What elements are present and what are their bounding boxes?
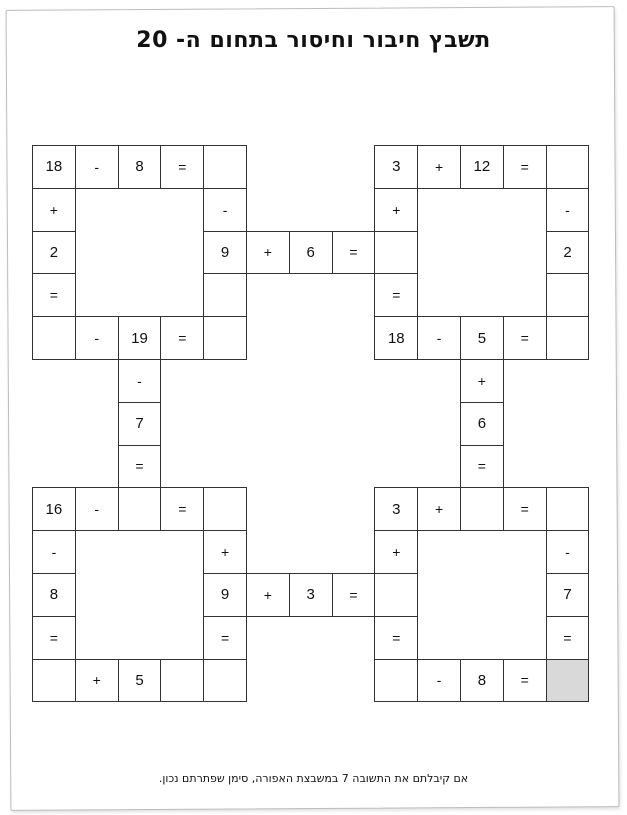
operator-cell: - <box>75 487 119 531</box>
empty-cell[interactable] <box>203 659 247 703</box>
operator-cell: = <box>460 445 504 489</box>
operator-cell: = <box>374 616 418 660</box>
operator-cell: = <box>160 487 204 531</box>
empty-cell[interactable] <box>460 487 504 531</box>
operator-cell: = <box>503 659 547 703</box>
number-cell: 6 <box>289 231 333 275</box>
empty-cell[interactable] <box>160 659 204 703</box>
operator-cell: - <box>546 188 590 232</box>
number-cell: 2 <box>32 231 76 275</box>
empty-cell[interactable] <box>118 487 162 531</box>
operator-cell: + <box>460 359 504 403</box>
operator-cell: - <box>546 530 590 574</box>
operator-cell: + <box>246 573 290 617</box>
empty-cell[interactable] <box>32 659 76 703</box>
operator-cell: = <box>503 145 547 189</box>
operator-cell: = <box>332 231 376 275</box>
number-cell: 7 <box>118 402 162 446</box>
operator-cell: = <box>32 616 76 660</box>
answer-cell-gray[interactable] <box>546 659 590 703</box>
number-cell: 9 <box>203 573 247 617</box>
number-cell: 16 <box>32 487 76 531</box>
number-cell: 3 <box>374 487 418 531</box>
operator-cell: - <box>417 659 461 703</box>
empty-cell[interactable] <box>203 487 247 531</box>
empty-cell[interactable] <box>203 273 247 317</box>
operator-cell: + <box>246 231 290 275</box>
operator-cell: = <box>32 273 76 317</box>
number-cell: 2 <box>546 231 590 275</box>
operator-cell: = <box>546 616 590 660</box>
operator-cell: + <box>417 487 461 531</box>
number-cell: 6 <box>460 402 504 446</box>
operator-cell: + <box>203 530 247 574</box>
number-cell: 8 <box>460 659 504 703</box>
number-cell: 5 <box>460 316 504 360</box>
operator-cell: = <box>332 573 376 617</box>
empty-cell[interactable] <box>32 316 76 360</box>
number-cell: 5 <box>118 659 162 703</box>
operator-cell: = <box>160 145 204 189</box>
number-cell: 8 <box>118 145 162 189</box>
instructions-footer: אם קיבלתם את התשובה 7 במשבצת האפורה, סימן שפתרתם נכון. <box>158 772 469 785</box>
number-cell: 3 <box>374 145 418 189</box>
operator-cell: = <box>503 487 547 531</box>
operator-cell: = <box>203 616 247 660</box>
number-cell: 12 <box>460 145 504 189</box>
empty-cell[interactable] <box>203 316 247 360</box>
operator-cell: + <box>374 530 418 574</box>
operator-cell: - <box>417 316 461 360</box>
operator-cell: + <box>75 659 119 703</box>
page-title: תשבץ חיבור וחיסור בתחום ה- 20 <box>136 28 491 53</box>
number-cell: 3 <box>289 573 333 617</box>
number-cell: 9 <box>203 231 247 275</box>
empty-cell[interactable] <box>203 145 247 189</box>
number-cell: 18 <box>374 316 418 360</box>
operator-cell: + <box>417 145 461 189</box>
number-cell: 7 <box>546 573 590 617</box>
operator-cell: - <box>75 316 119 360</box>
operator-cell: = <box>503 316 547 360</box>
operator-cell: = <box>160 316 204 360</box>
operator-cell: - <box>118 359 162 403</box>
operator-cell: - <box>75 145 119 189</box>
empty-cell[interactable] <box>546 316 590 360</box>
number-cell: 19 <box>118 316 162 360</box>
operator-cell: = <box>118 445 162 489</box>
empty-cell[interactable] <box>374 231 418 275</box>
operator-cell: + <box>374 188 418 232</box>
operator-cell: - <box>32 530 76 574</box>
number-cell: 18 <box>32 145 76 189</box>
operator-cell: + <box>32 188 76 232</box>
empty-cell[interactable] <box>374 573 418 617</box>
empty-cell[interactable] <box>546 273 590 317</box>
operator-cell: = <box>374 273 418 317</box>
empty-cell[interactable] <box>374 659 418 703</box>
number-cell: 8 <box>32 573 76 617</box>
empty-cell[interactable] <box>546 145 590 189</box>
operator-cell: - <box>203 188 247 232</box>
empty-cell[interactable] <box>546 487 590 531</box>
